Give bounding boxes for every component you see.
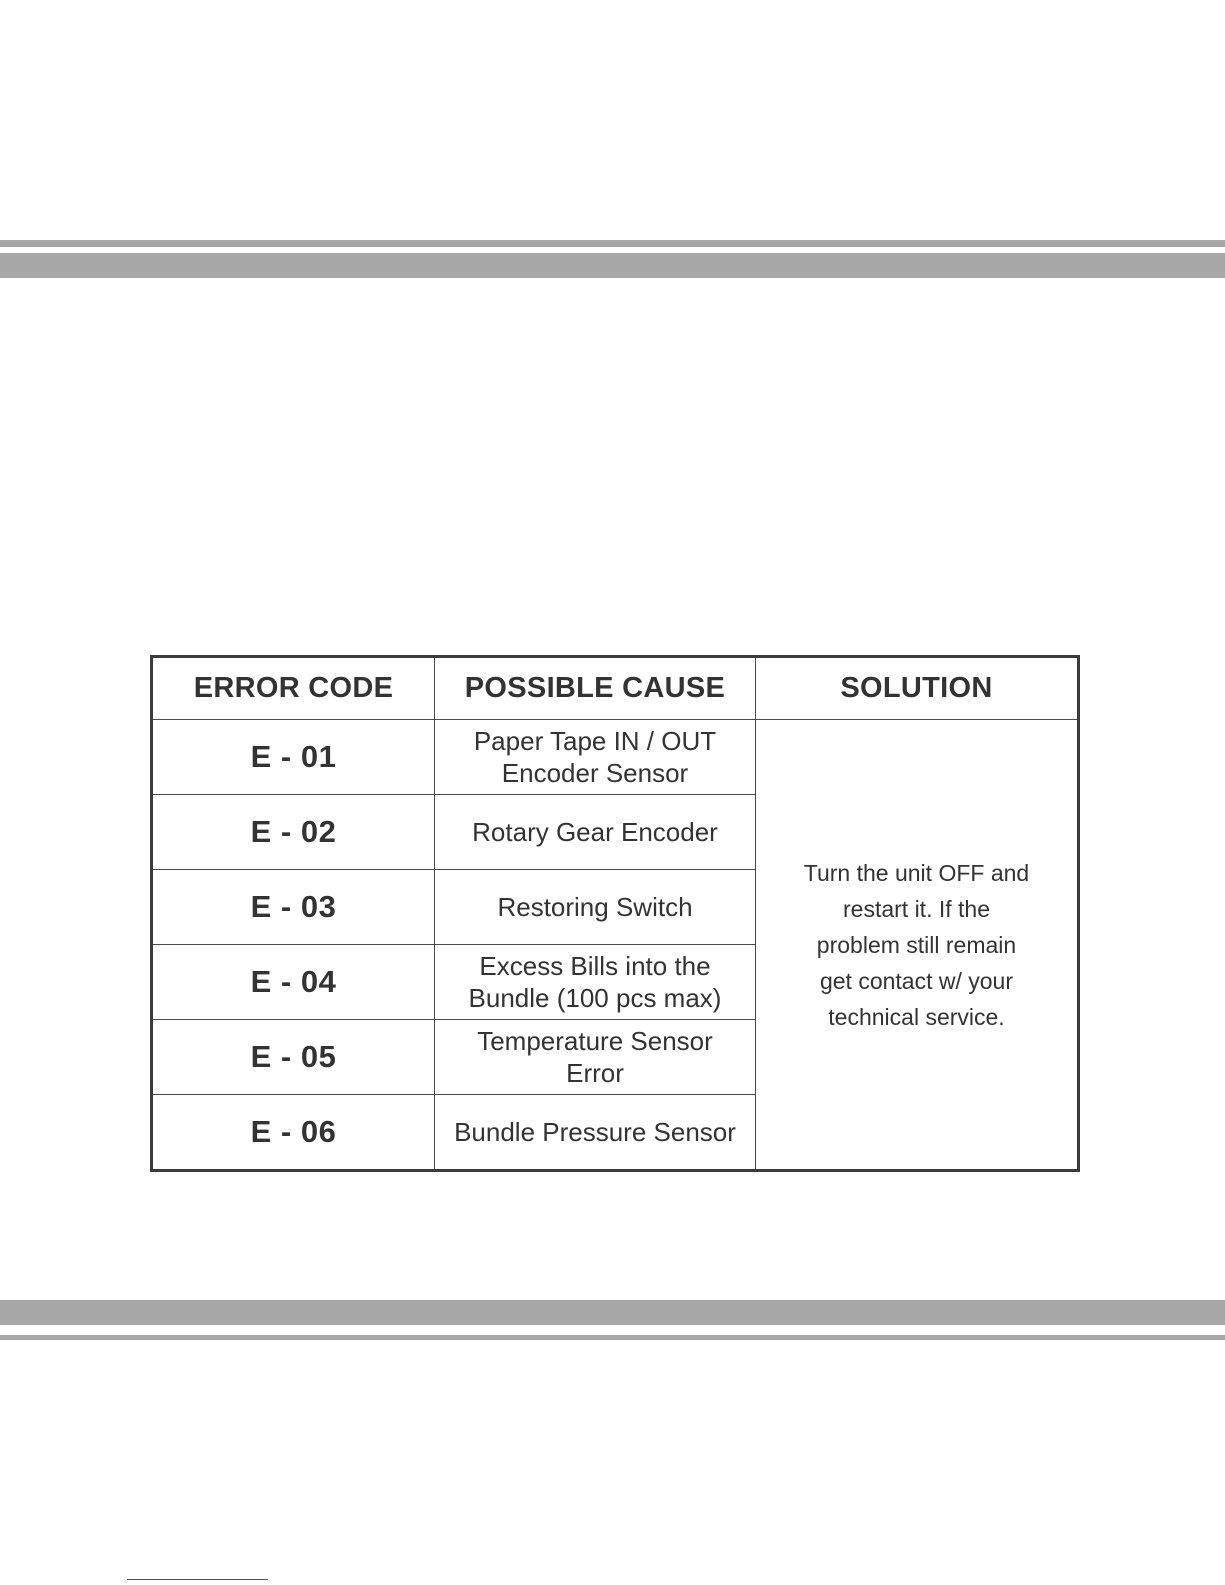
cause-line: Paper Tape IN / OUT (473, 726, 717, 756)
solution-line: get contact w/ your (819, 967, 1014, 994)
header-error-code: ERROR CODE (152, 657, 435, 720)
solution-line: Turn the unit OFF and (803, 859, 1030, 886)
error-code-cell: E - 01 (152, 720, 435, 795)
solution-cell (756, 720, 1079, 1171)
error-code-cell: E - 03 (152, 870, 435, 945)
table-header-row (152, 657, 1079, 720)
header-solution: SOLUTION (756, 657, 1079, 720)
error-code-cell: E - 02 (152, 795, 435, 870)
header-rule-thick (0, 253, 1225, 278)
cause-line: Error (566, 1058, 624, 1088)
possible-cause-cell (435, 720, 756, 795)
possible-cause-cell (435, 945, 756, 1020)
solution-line: technical service. (828, 1003, 1005, 1030)
error-code-cell: E - 04 (152, 945, 435, 1020)
cause-line: Excess Bills into the (479, 951, 711, 981)
possible-cause-cell (435, 1020, 756, 1095)
solution-line: restart it. If the (843, 895, 990, 922)
cause-line: Rotary Gear Encoder (472, 817, 718, 847)
footer-rule-thick (0, 1300, 1225, 1325)
header-possible-cause: POSSIBLE CAUSE (435, 657, 756, 720)
possible-cause-cell (435, 1095, 756, 1171)
cause-line: Bundle Pressure Sensor (454, 1117, 736, 1147)
error-code-cell: E - 06 (152, 1095, 435, 1171)
error-code-table (150, 655, 1080, 1172)
footer-rule-thin (0, 1335, 1225, 1340)
table-row (152, 720, 1079, 795)
footer-underline (127, 1579, 268, 1580)
solution-line: problem still remain (816, 931, 1017, 958)
possible-cause-cell (435, 870, 756, 945)
cause-line: Temperature Sensor (477, 1026, 713, 1056)
cause-line: Restoring Switch (497, 892, 693, 922)
header-rule-thin (0, 240, 1225, 247)
error-code-cell: E - 05 (152, 1020, 435, 1095)
cause-line: Bundle (100 pcs max) (468, 983, 722, 1013)
possible-cause-cell (435, 795, 756, 870)
cause-line: Encoder Sensor (501, 758, 689, 788)
